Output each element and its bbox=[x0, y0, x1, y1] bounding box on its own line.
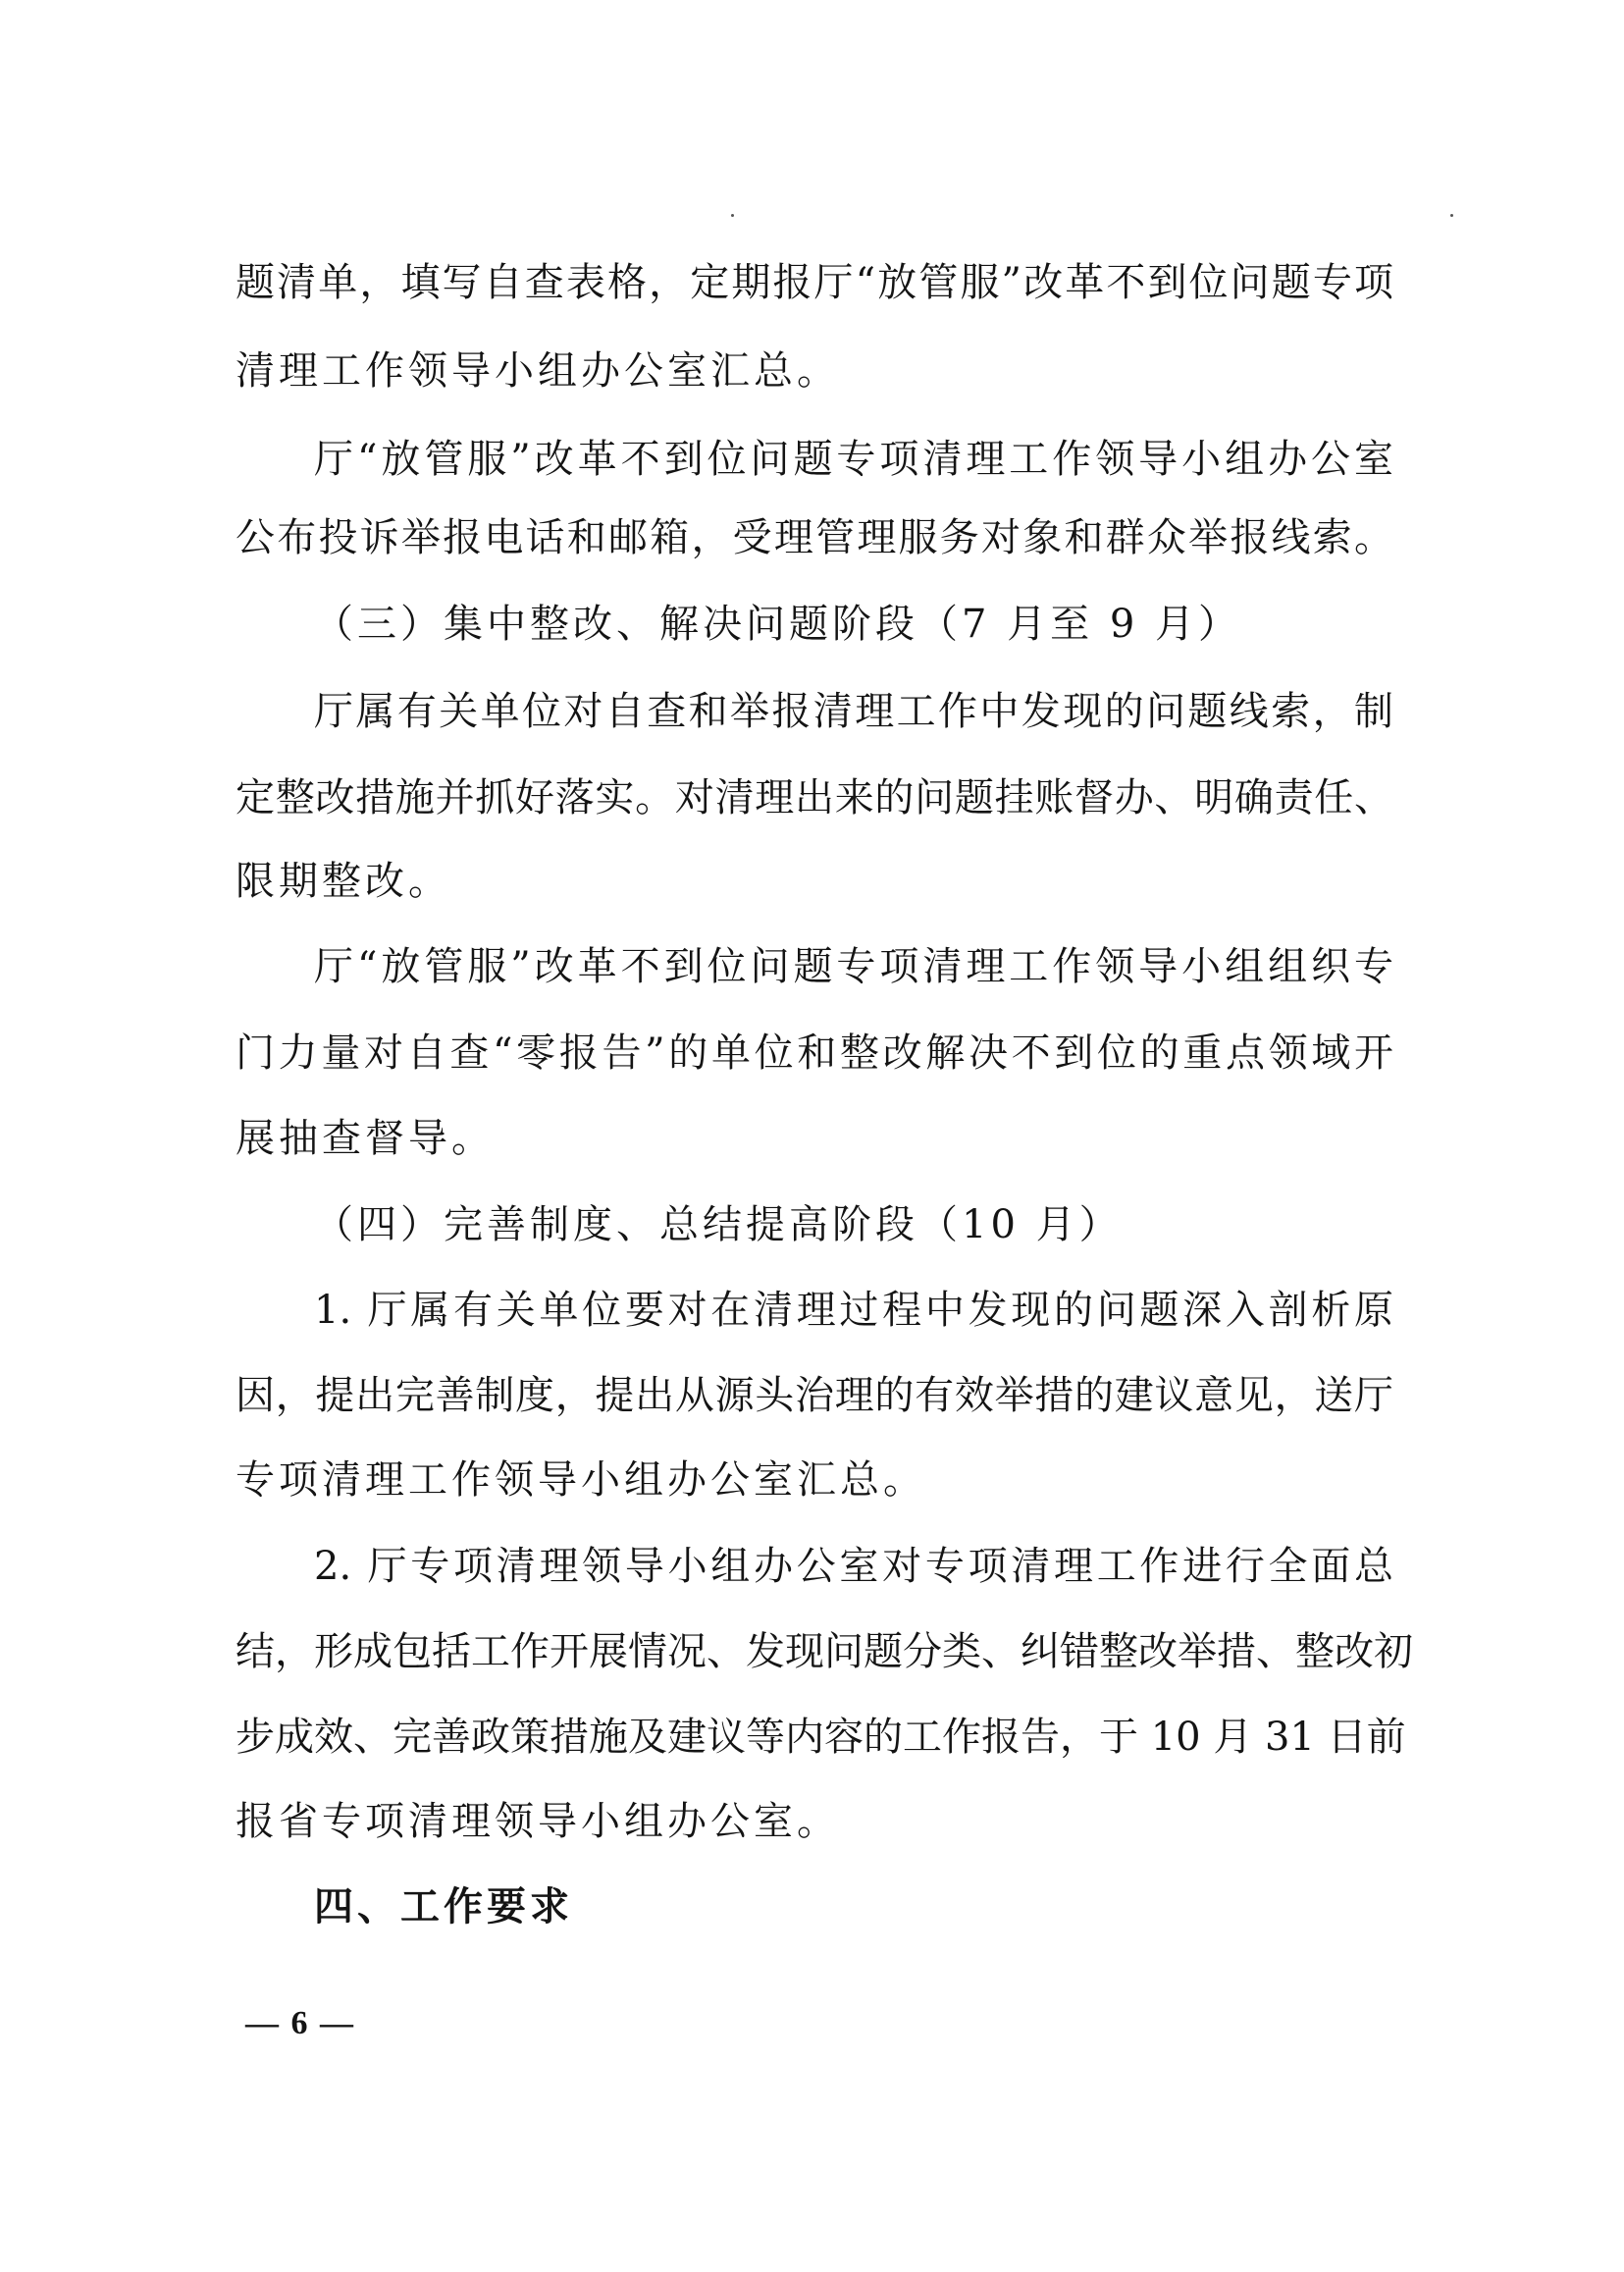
body-line: 门力量对自查“零报告”的单位和整改解决不到位的重点领域开 bbox=[236, 1030, 1393, 1076]
paragraph-first-line: 厅“放管服”改革不到位问题专项清理工作领导小组组织专 bbox=[314, 944, 1393, 989]
subheading: （四）完善制度、总结提高阶段（10 月） bbox=[314, 1202, 1123, 1247]
body-line: 因，提出完善制度，提出从源头治理的有效举措的建议意见，送厅 bbox=[236, 1373, 1393, 1418]
subheading: （三）集中整改、解决问题阶段（7 月至 9 月） bbox=[314, 602, 1242, 647]
page-number: — 6 — bbox=[245, 2005, 355, 2041]
body-line: 限期整改。 bbox=[236, 859, 451, 904]
paragraph-first-line: 1. 厅属有关单位要对在清理过程中发现的问题深入剖析原 bbox=[314, 1288, 1393, 1333]
body-line: 步成效、完善政策措施及建议等内容的工作报告，于 10 月 31 日前 bbox=[236, 1715, 1406, 1760]
body-line: 展抽查督导。 bbox=[236, 1116, 495, 1161]
paragraph-first-line: 2. 厅专项清理领导小组办公室对专项清理工作进行全面总 bbox=[314, 1544, 1393, 1589]
body-line: 公布投诉举报电话和邮箱，受理管理服务对象和群众举报线索。 bbox=[236, 515, 1393, 560]
scan-speck bbox=[731, 214, 734, 217]
body-line: 专项清理工作领导小组办公室汇总。 bbox=[236, 1457, 926, 1503]
body-line: 题清单，填写自查表格，定期报厅“放管服”改革不到位问题专项 bbox=[236, 260, 1393, 305]
body-line: 结，形成包括工作开展情况、发现问题分类、纠错整改举措、整改初 bbox=[236, 1629, 1413, 1674]
body-line: 清理工作领导小组办公室汇总。 bbox=[236, 348, 840, 394]
section-heading: 四、工作要求 bbox=[314, 1884, 573, 1929]
body-line: 定整改措施并抓好落实。对清理出来的问题挂账督办、明确责任、 bbox=[236, 775, 1393, 820]
scan-speck bbox=[1450, 214, 1453, 217]
paragraph-first-line: 厅“放管服”改革不到位问题专项清理工作领导小组办公室 bbox=[314, 437, 1393, 482]
body-line: 报省专项清理领导小组办公室。 bbox=[236, 1799, 840, 1844]
paragraph-first-line: 厅属有关单位对自查和举报清理工作中发现的问题线索，制 bbox=[314, 689, 1393, 734]
